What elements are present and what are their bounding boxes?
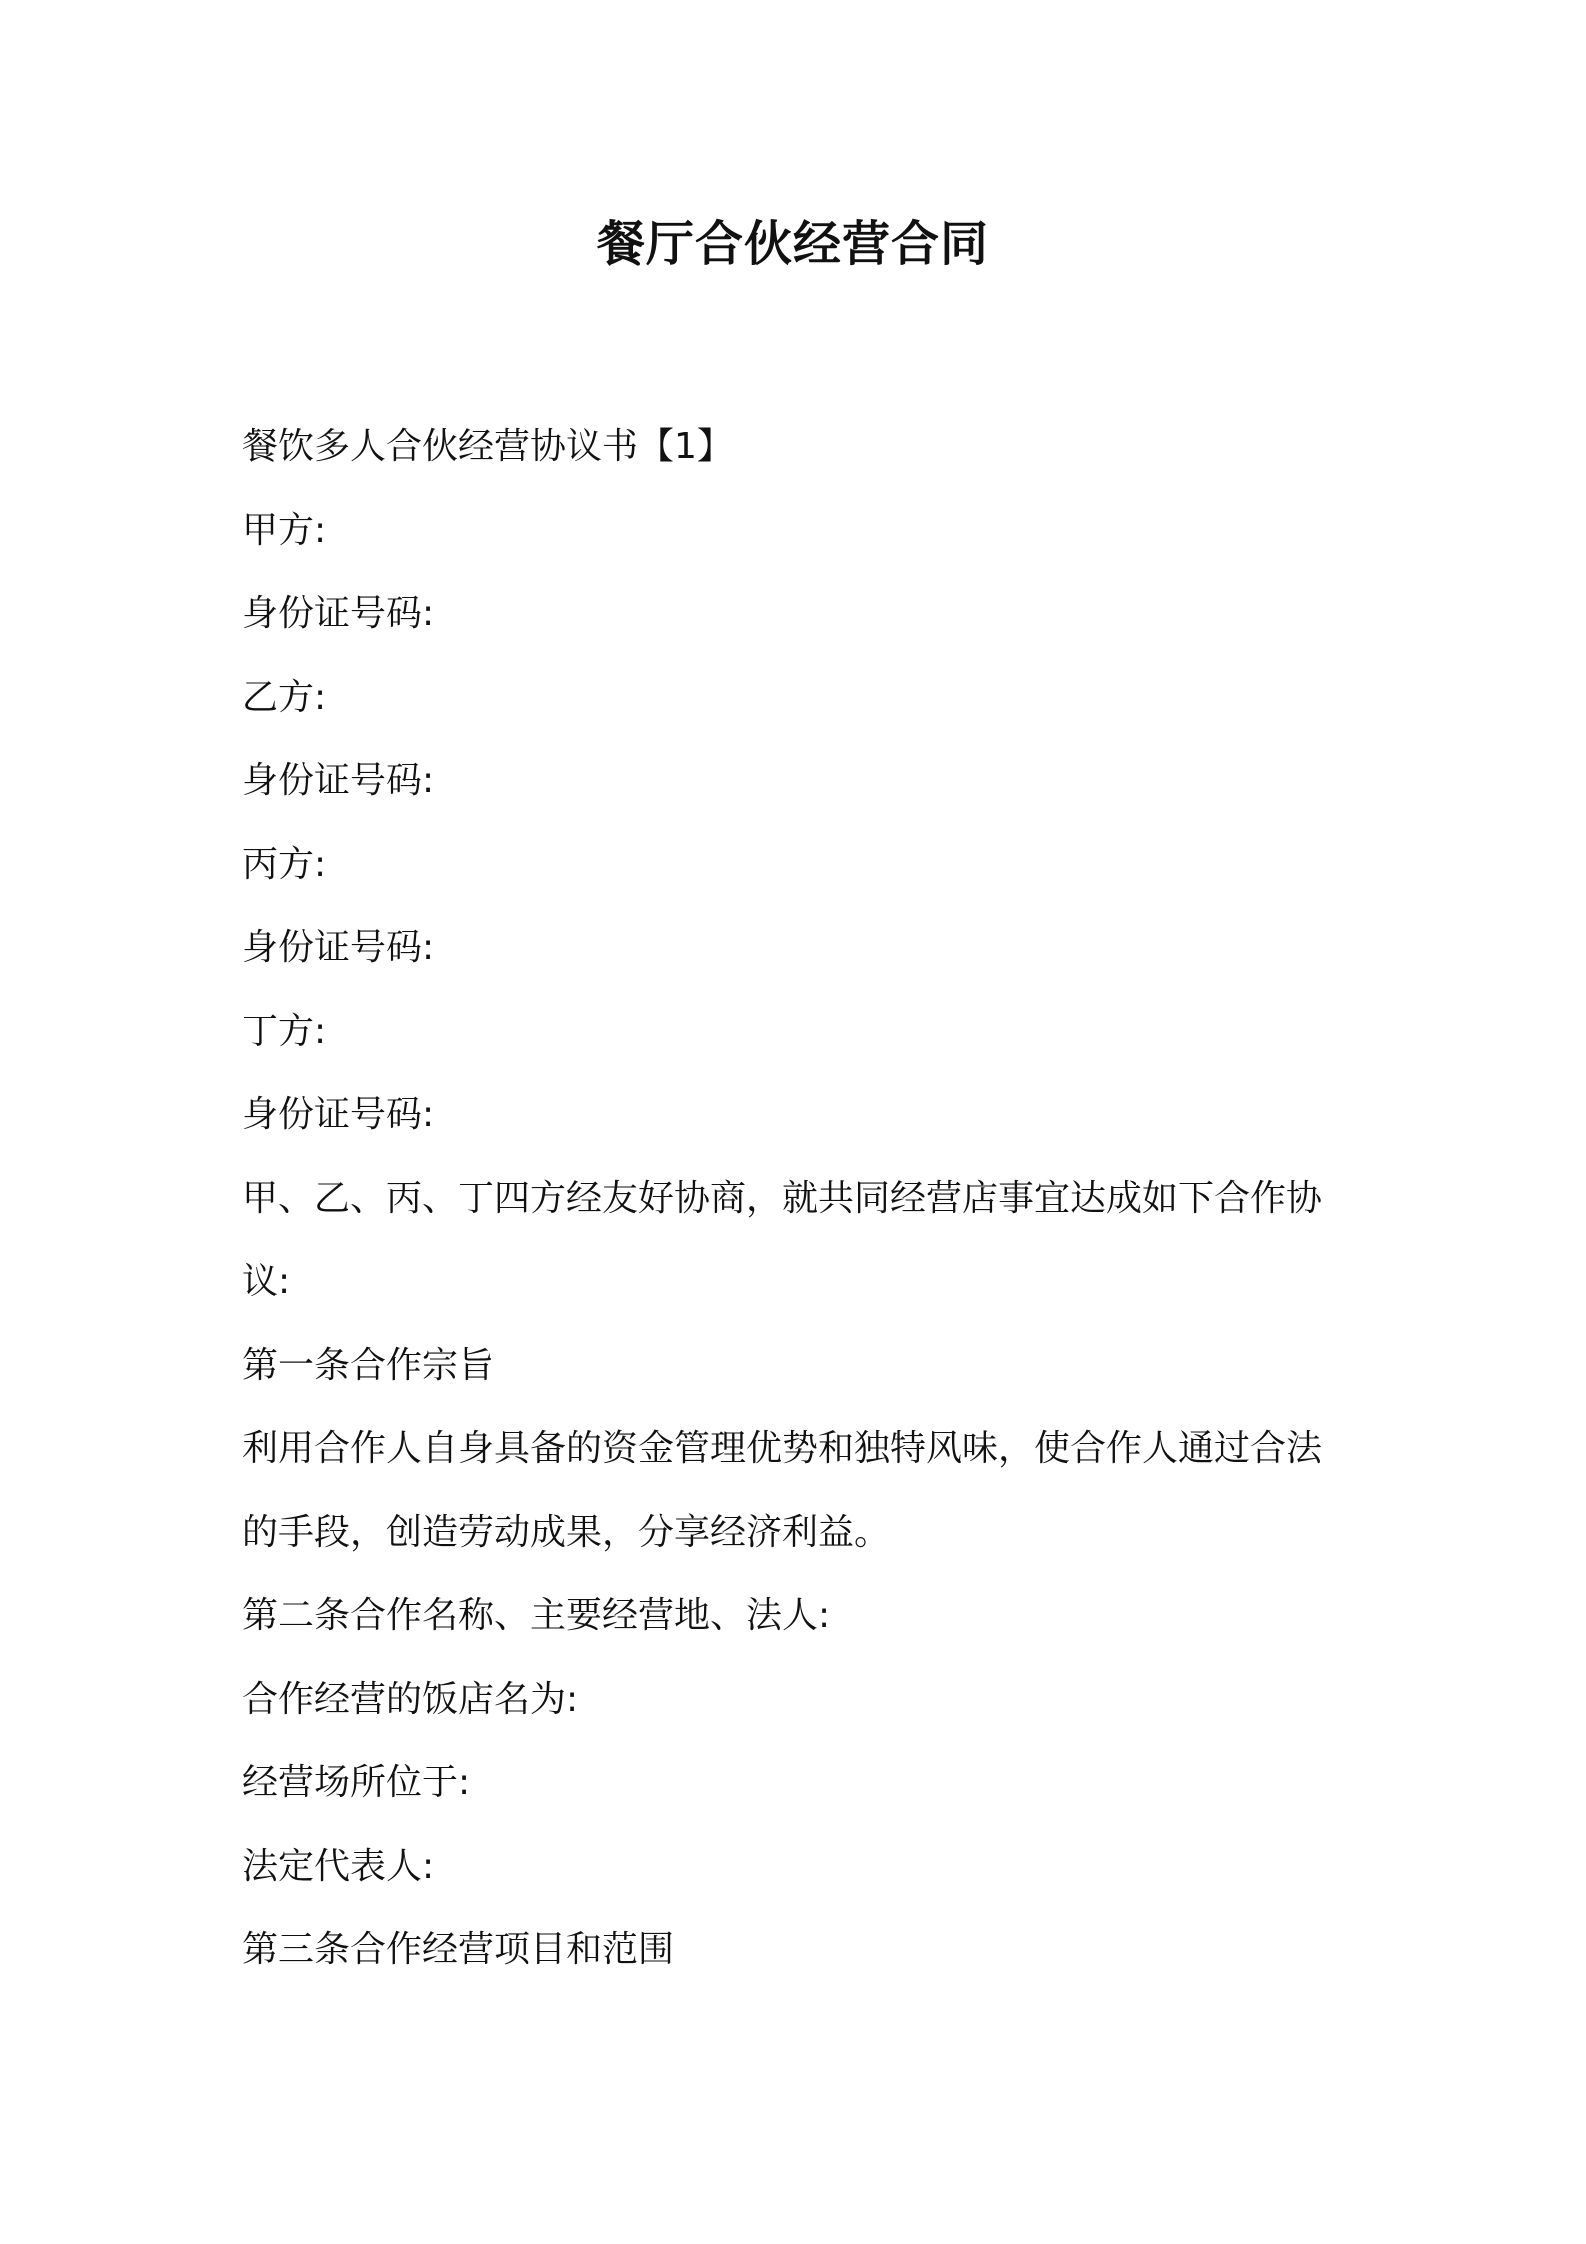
- article-2-heading: 第二条合作名称、主要经营地、法人:: [242, 1595, 831, 1636]
- preamble-line-2: 议:: [242, 1261, 291, 1302]
- business-location-label: 经营场所位于:: [242, 1762, 471, 1803]
- legal-representative-label: 法定代表人:: [242, 1845, 435, 1887]
- party-c-label: 丙方:: [242, 843, 327, 885]
- party-b-label: 乙方:: [242, 676, 327, 718]
- document-title: 餐厅合伙经营合同: [596, 216, 989, 272]
- document-body: [242, 405, 1362, 1992]
- party-d-id-label: 身份证号码:: [242, 1094, 435, 1135]
- party-d-label: 丁方:: [242, 1010, 327, 1052]
- agreement-heading: 餐饮多人合伙经营协议书【1】: [242, 426, 733, 467]
- article-1-text-line-1: 利用合作人自身具备的资金管理优势和独特风味，使合作人通过合法: [242, 1428, 1323, 1469]
- restaurant-name-label: 合作经营的饭店名为:: [242, 1678, 579, 1720]
- party-a-label: 甲方:: [242, 509, 327, 551]
- party-b-id-label: 身份证号码:: [242, 760, 435, 801]
- article-1-heading: 第一条合作宗旨: [242, 1344, 495, 1386]
- party-c-id-label: 身份证号码:: [242, 927, 435, 968]
- article-3-heading: 第三条合作经营项目和范围: [242, 1929, 675, 1970]
- article-1-text-line-2: 的手段，创造劳动成果，分享经济利益。: [242, 1511, 891, 1553]
- party-a-id-label: 身份证号码:: [242, 593, 435, 634]
- preamble-line-1: 甲、乙、丙、丁四方经友好协商，就共同经营店事宜达成如下合作协: [242, 1177, 1323, 1219]
